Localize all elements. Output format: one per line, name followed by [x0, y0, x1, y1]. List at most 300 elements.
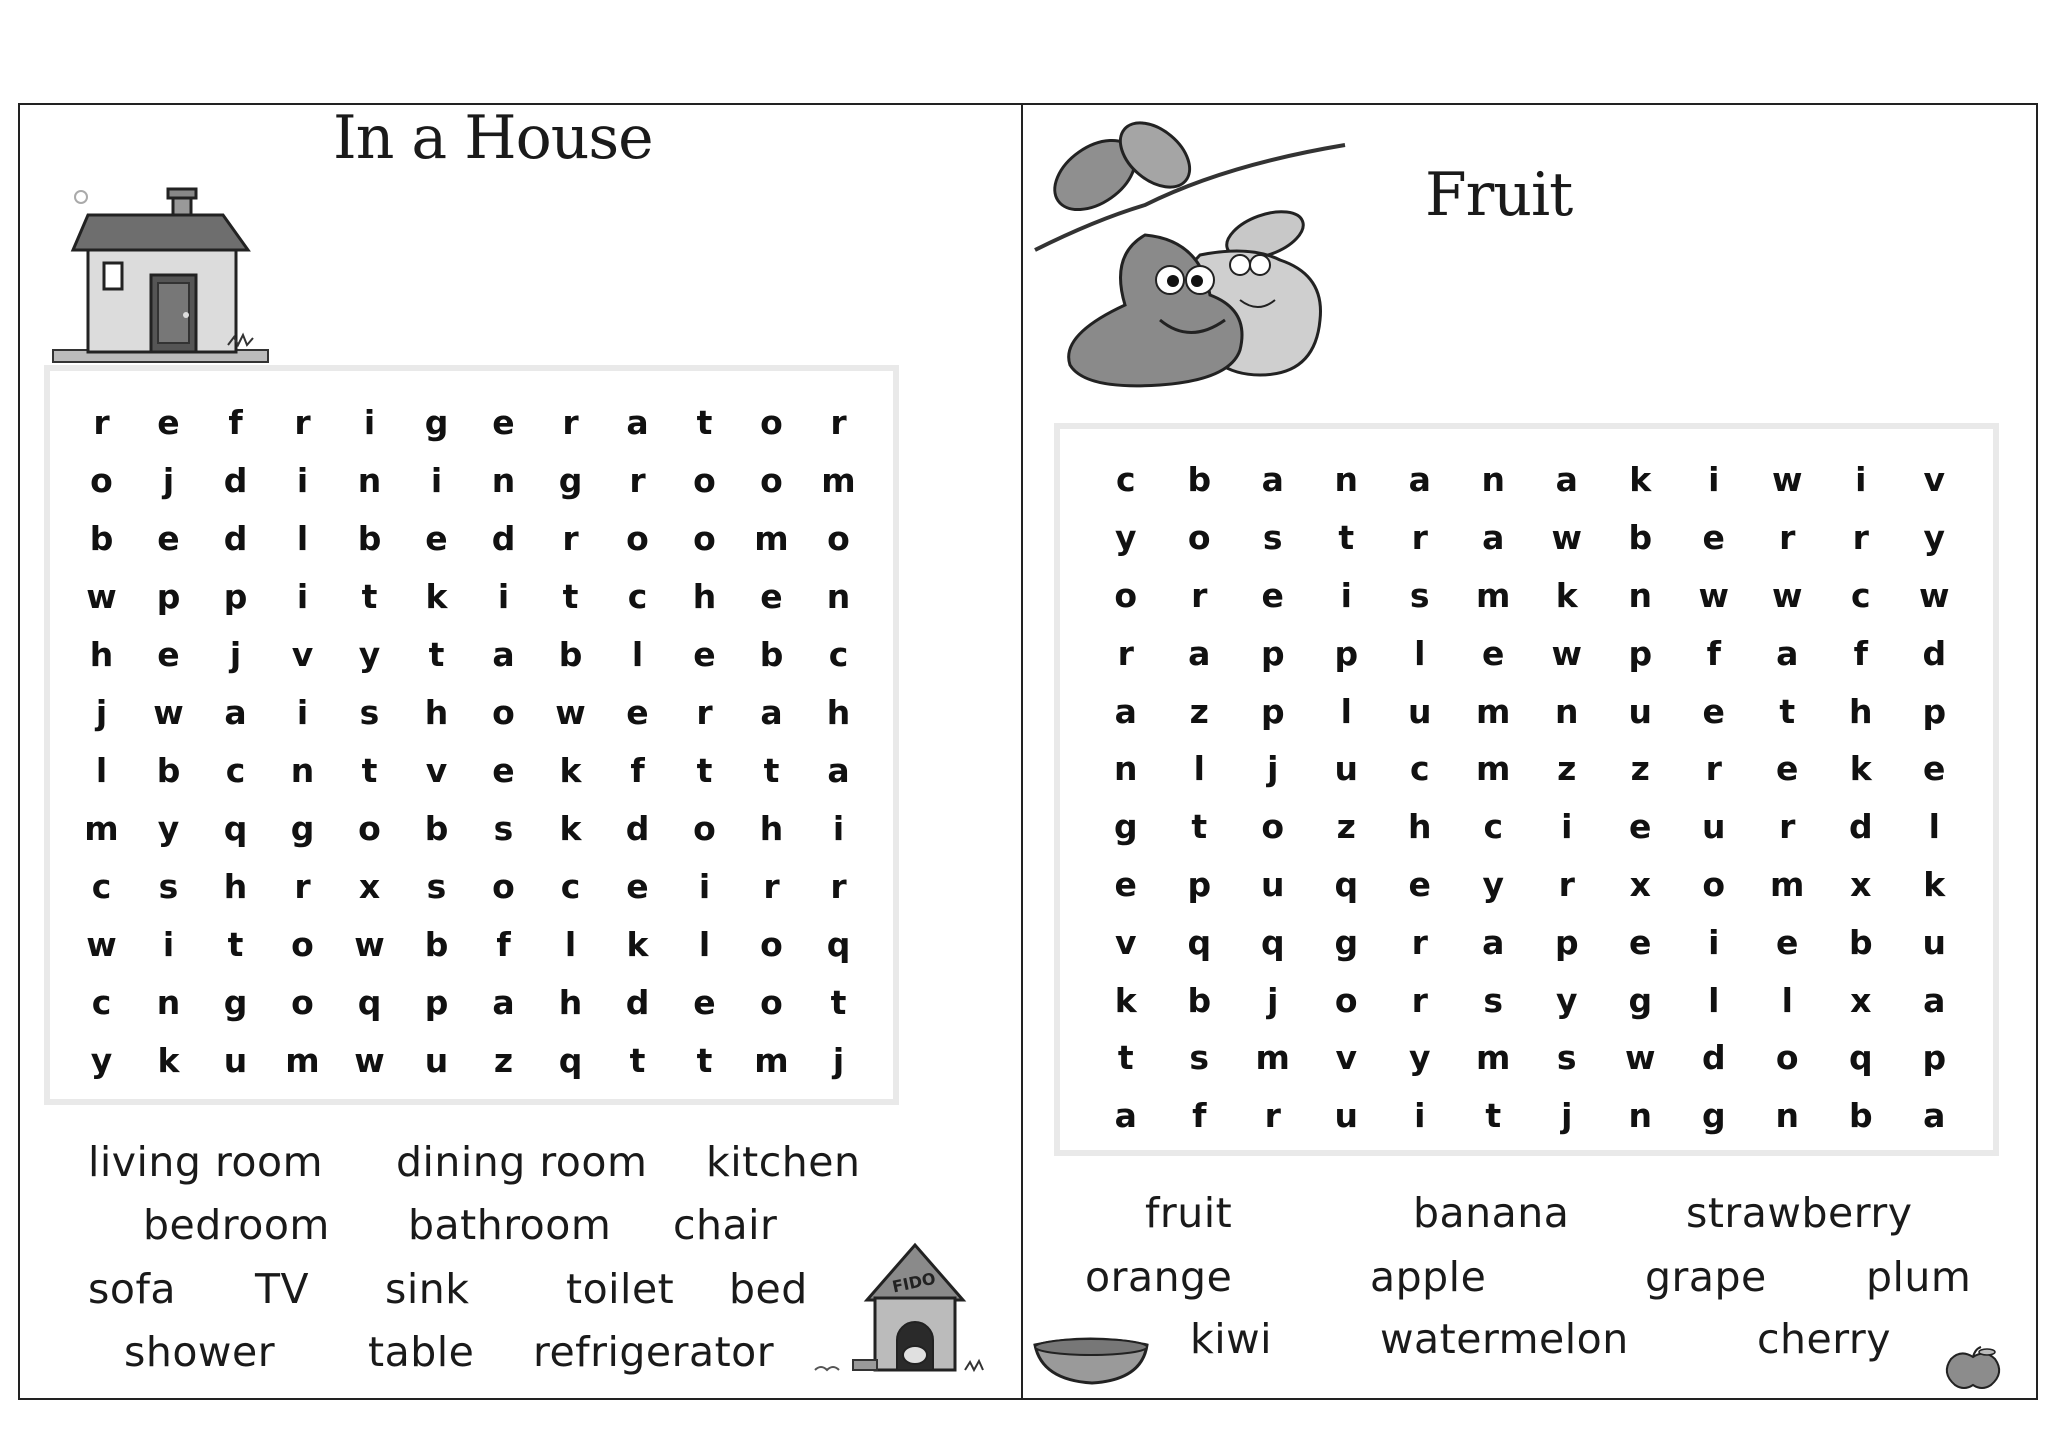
fruit-letter-cell: r — [1779, 518, 1796, 558]
house-letter-cell: t — [696, 402, 713, 442]
house-letter-cell: w — [354, 924, 385, 964]
house-letter-cell: m — [754, 518, 789, 558]
fruit-letter-cell: i — [1340, 575, 1352, 615]
fruit-letter-cell: m — [1476, 691, 1511, 731]
house-letter-cell: y — [157, 808, 180, 848]
house-letter-cell: o — [760, 402, 783, 442]
house-letter-cell: k — [559, 808, 582, 848]
house-letter-cell: e — [693, 634, 716, 674]
fruit-letter-cell: a — [1114, 1096, 1137, 1136]
fruit-letter-cell: v — [1923, 460, 1945, 500]
fruit-letter-cell: u — [1334, 749, 1358, 789]
fruit-letter-cell: c — [1483, 807, 1504, 847]
fruit-letter-cell: q — [1187, 922, 1212, 962]
house-letter-cell: d — [491, 518, 516, 558]
fruit-letter-cell: g — [1334, 922, 1359, 962]
word-cherry: cherry — [1757, 1315, 1892, 1363]
house-letter-cell: s — [493, 808, 514, 848]
fruit-letter-cell: q — [1848, 1038, 1873, 1078]
fruit-letter-cell: a — [1776, 633, 1799, 673]
fruit-letter-cell: s — [1483, 980, 1504, 1020]
word-shower: shower — [124, 1328, 276, 1376]
bowl-illustration — [1033, 1335, 1151, 1385]
fruit-letter-cell: e — [1776, 922, 1799, 962]
fruit-title: Fruit — [1425, 160, 1573, 230]
fruit-letter-cell: r — [1264, 1096, 1281, 1136]
house-letter-cell: o — [492, 866, 515, 906]
house-letter-cell: s — [426, 866, 447, 906]
fruit-letter-cell: d — [1848, 807, 1873, 847]
house-letter-cell: o — [760, 460, 783, 500]
fruit-letter-cell: e — [1702, 518, 1725, 558]
fruit-letter-cell: k — [1849, 749, 1872, 789]
fruit-letter-cell: c — [1115, 460, 1136, 500]
fruit-letter-cell: e — [1114, 864, 1137, 904]
house-letter-cell: f — [496, 924, 511, 964]
house-letter-cell: i — [430, 460, 443, 500]
house-letter-cell: l — [95, 750, 108, 790]
house-letter-cell: k — [425, 576, 448, 616]
house-letter-cell: c — [91, 866, 112, 906]
house-letter-cell: i — [497, 576, 510, 616]
house-letter-cell: v — [291, 634, 314, 674]
fruit-letter-cell: s — [1556, 1038, 1577, 1078]
fruit-letter-cell: r — [1117, 633, 1134, 673]
fruit-letter-cell: t — [1338, 518, 1355, 558]
word-dining-room: dining room — [396, 1138, 648, 1186]
fruit-letter-cell: u — [1261, 864, 1285, 904]
fruit-letter-cell: r — [1411, 518, 1428, 558]
fruit-letter-cell: m — [1476, 749, 1511, 789]
word-tv: TV — [255, 1265, 310, 1313]
fruit-letter-cell: u — [1628, 691, 1652, 731]
house-letter-cell: m — [285, 1040, 320, 1080]
house-letter-cell: i — [296, 692, 309, 732]
fruit-letter-cell: f — [1706, 633, 1721, 673]
fruit-letter-cell: u — [1702, 807, 1726, 847]
doghouse-sign: FIDO — [890, 1268, 938, 1297]
house-letter-cell: t — [361, 750, 378, 790]
house-letter-cell: w — [354, 1040, 385, 1080]
fruit-letter-cell: o — [1187, 518, 1211, 558]
fruit-letter-cell: n — [1628, 575, 1652, 615]
fruit-letter-cell: a — [1923, 1096, 1946, 1136]
house-letter-cell: q — [357, 982, 382, 1022]
fruit-letter-cell: x — [1629, 864, 1651, 904]
fruit-letter-cell: y — [1555, 980, 1578, 1020]
fruit-letter-cell: s — [1189, 1038, 1210, 1078]
doghouse-illustration — [815, 1240, 1010, 1380]
fruit-letter-cell: e — [1776, 749, 1799, 789]
house-letter-cell: t — [428, 634, 445, 674]
fruit-letter-cell: j — [1267, 749, 1279, 789]
fruit-letter-cell: r — [1558, 864, 1575, 904]
house-letter-cell: o — [492, 692, 515, 732]
house-letter-cell: r — [629, 460, 646, 500]
house-letter-cell: b — [156, 750, 181, 790]
fruit-letter-cell: l — [1781, 980, 1793, 1020]
house-letter-cell: h — [692, 576, 717, 616]
fruit-letter-cell: f — [1192, 1096, 1207, 1136]
house-letter-cell: o — [291, 982, 314, 1022]
house-letter-cell: d — [223, 518, 248, 558]
fruit-letter-cell: g — [1113, 807, 1138, 847]
house-letter-cell: h — [89, 634, 114, 674]
house-letter-cell: o — [693, 518, 716, 558]
house-letter-cell: o — [358, 808, 381, 848]
house-letter-cell: e — [626, 692, 649, 732]
fruit-letter-cell: d — [1701, 1038, 1726, 1078]
fruit-letter-cell: t — [1485, 1096, 1502, 1136]
fruit-letter-cell: w — [1772, 575, 1803, 615]
fruit-letter-cell: n — [1334, 460, 1358, 500]
fruit-letter-cell: i — [1708, 460, 1720, 500]
fruit-letter-cell: p — [1187, 864, 1212, 904]
fruit-letter-cell: a — [1923, 980, 1946, 1020]
fruit-letter-cell: i — [1708, 922, 1720, 962]
house-letter-cell: l — [631, 634, 644, 674]
house-letter-cell: z — [493, 1040, 514, 1080]
fruit-letter-cell: t — [1779, 691, 1796, 731]
house-letter-cell: a — [760, 692, 783, 732]
fruit-letter-cell: a — [1482, 518, 1505, 558]
house-letter-cell: g — [558, 460, 583, 500]
fruit-letter-cell: p — [1260, 691, 1285, 731]
house-letter-cell: t — [361, 576, 378, 616]
fruit-letter-cell: i — [1855, 460, 1867, 500]
house-letter-cell: t — [562, 576, 579, 616]
house-letter-cell: r — [93, 402, 110, 442]
house-letter-cell: e — [157, 634, 180, 674]
fruit-letter-cell: i — [1561, 807, 1573, 847]
house-letter-cell: i — [296, 460, 309, 500]
fruit-letter-cell: b — [1187, 980, 1212, 1020]
house-letter-cell: d — [625, 982, 650, 1022]
fruit-letter-cell: p — [1554, 922, 1579, 962]
house-letter-cell: j — [229, 634, 242, 674]
house-letter-cell: p — [424, 982, 449, 1022]
fruit-letter-cell: h — [1849, 691, 1873, 731]
word-banana: banana — [1413, 1189, 1570, 1237]
house-letter-cell: o — [760, 982, 783, 1022]
fruit-letter-cell: m — [1255, 1038, 1290, 1078]
house-letter-cell: d — [625, 808, 650, 848]
house-letter-cell: i — [363, 402, 376, 442]
house-letter-cell: a — [224, 692, 247, 732]
house-letter-cell: o — [90, 460, 113, 500]
house-title: In a House — [333, 103, 653, 173]
fruit-letter-cell: g — [1701, 1096, 1726, 1136]
fruit-letter-cell: n — [1481, 460, 1505, 500]
fruit-letter-cell: k — [1114, 980, 1137, 1020]
house-letter-cell: k — [157, 1040, 180, 1080]
house-letter-cell: e — [425, 518, 448, 558]
fruit-letter-cell: g — [1628, 980, 1653, 1020]
house-letter-cell: i — [296, 576, 309, 616]
house-letter-cell: w — [153, 692, 184, 732]
fruit-letter-grid — [1089, 451, 1971, 1145]
house-letter-cell: h — [826, 692, 851, 732]
house-letter-cell: l — [564, 924, 577, 964]
house-letter-cell: w — [86, 924, 117, 964]
fruit-letter-cell: z — [1336, 807, 1356, 847]
fruit-letter-cell: p — [1628, 633, 1653, 673]
house-letter-cell: q — [558, 1040, 583, 1080]
house-letter-cell: b — [424, 924, 449, 964]
word-bedroom: bedroom — [143, 1201, 330, 1249]
house-letter-cell: i — [698, 866, 711, 906]
house-letter-cell: e — [626, 866, 649, 906]
fruit-letter-cell: e — [1408, 864, 1431, 904]
house-letter-cell: t — [696, 750, 713, 790]
fruit-letter-cell: u — [1922, 922, 1946, 962]
house-letter-cell: h — [424, 692, 449, 732]
fruit-letter-cell: x — [1850, 980, 1872, 1020]
fruit-letter-cell: d — [1922, 633, 1947, 673]
word-refrigerator: refrigerator — [533, 1328, 775, 1376]
fruit-letter-cell: e — [1629, 807, 1652, 847]
fruit-letter-cell: r — [1191, 575, 1208, 615]
house-letter-cell: e — [760, 576, 783, 616]
fruit-letter-cell: l — [1928, 807, 1940, 847]
house-letter-cell: s — [158, 866, 179, 906]
fruit-letter-cell: o — [1261, 807, 1285, 847]
fruit-letter-cell: y — [1923, 518, 1945, 558]
fruit-letter-cell: w — [1919, 575, 1950, 615]
fruit-letter-cell: r — [1779, 807, 1796, 847]
word-bed: bed — [729, 1265, 808, 1313]
house-letter-cell: r — [830, 866, 847, 906]
house-letter-cell: w — [86, 576, 117, 616]
fruit-letter-cell: t — [1191, 807, 1208, 847]
house-letter-cell: l — [698, 924, 711, 964]
fruit-letter-cell: z — [1630, 749, 1650, 789]
house-letter-cell: k — [626, 924, 649, 964]
house-letter-cell: x — [358, 866, 381, 906]
word-sink: sink — [385, 1265, 470, 1313]
house-letter-cell: o — [626, 518, 649, 558]
word-apple: apple — [1370, 1253, 1487, 1301]
house-letter-cell: w — [555, 692, 586, 732]
house-letter-cell: c — [828, 634, 849, 674]
house-letter-grid — [68, 393, 872, 1089]
fruit-letter-cell: q — [1334, 864, 1359, 904]
house-letter-cell: y — [90, 1040, 113, 1080]
house-letter-cell: b — [558, 634, 583, 674]
house-letter-cell: a — [827, 750, 850, 790]
fruit-letter-cell: y — [1114, 518, 1137, 558]
panel-divider — [1021, 103, 1023, 1400]
house-letter-cell: u — [223, 1040, 248, 1080]
apple-illustration — [1943, 1347, 2003, 1389]
house-letter-cell: h — [223, 866, 248, 906]
fruit-letter-cell: c — [1850, 575, 1871, 615]
fruit-letter-cell: e — [1702, 691, 1725, 731]
fruit-letter-cell: w — [1551, 518, 1582, 558]
fruit-letter-cell: l — [1414, 633, 1426, 673]
house-letter-cell: k — [559, 750, 582, 790]
house-letter-cell: n — [491, 460, 516, 500]
fruit-letter-cell: q — [1260, 922, 1285, 962]
fruit-letter-cell: y — [1408, 1038, 1431, 1078]
house-letter-cell: b — [759, 634, 784, 674]
word-orange: orange — [1085, 1253, 1233, 1301]
fruit-letter-cell: c — [1409, 749, 1430, 789]
word-grape: grape — [1645, 1253, 1767, 1301]
house-letter-cell: i — [832, 808, 845, 848]
fruit-letter-cell: n — [1114, 749, 1138, 789]
fruit-letter-cell: s — [1409, 575, 1430, 615]
house-letter-cell: n — [156, 982, 181, 1022]
fruit-letter-cell: o — [1702, 864, 1726, 904]
fruit-letter-cell: a — [1408, 460, 1431, 500]
house-letter-cell: b — [357, 518, 382, 558]
house-letter-cell: n — [290, 750, 315, 790]
fruit-letter-cell: a — [1114, 691, 1137, 731]
fruit-letter-cell: m — [1770, 864, 1805, 904]
fruit-letter-cell: x — [1850, 864, 1872, 904]
word-kiwi: kiwi — [1190, 1315, 1273, 1363]
word-living-room: living room — [88, 1138, 324, 1186]
fruit-letter-cell: e — [1629, 922, 1652, 962]
word-sofa: sofa — [88, 1265, 177, 1313]
house-letter-cell: m — [84, 808, 119, 848]
house-letter-cell: i — [162, 924, 175, 964]
fruit-letter-cell: f — [1853, 633, 1868, 673]
word-strawberry: strawberry — [1686, 1189, 1913, 1237]
house-letter-cell: r — [763, 866, 780, 906]
fruit-letter-cell: h — [1408, 807, 1432, 847]
house-letter-cell: m — [754, 1040, 789, 1080]
house-letter-cell: r — [696, 692, 713, 732]
fruit-letter-cell: b — [1848, 1096, 1873, 1136]
fruit-letter-cell: l — [1340, 691, 1352, 731]
fruit-letter-cell: e — [1482, 633, 1505, 673]
fruit-letter-cell: s — [1262, 518, 1283, 558]
fruit-letter-cell: o — [1114, 575, 1138, 615]
house-letter-cell: c — [560, 866, 581, 906]
house-letter-cell: f — [228, 402, 243, 442]
house-letter-cell: b — [89, 518, 114, 558]
fruit-letter-cell: z — [1557, 749, 1577, 789]
fruit-letter-cell: p — [1922, 691, 1947, 731]
fruit-letter-cell: n — [1628, 1096, 1652, 1136]
house-letter-cell: l — [296, 518, 309, 558]
fruit-letter-cell: o — [1775, 1038, 1799, 1078]
fruit-letter-cell: v — [1335, 1038, 1357, 1078]
house-letter-cell: a — [626, 402, 649, 442]
house-letter-cell: g — [290, 808, 315, 848]
house-letter-cell: c — [627, 576, 648, 616]
fruit-letter-cell: j — [1267, 980, 1279, 1020]
fruit-letter-cell: b — [1628, 518, 1653, 558]
house-letter-cell: s — [359, 692, 380, 732]
fruit-letter-cell: o — [1334, 980, 1358, 1020]
house-letter-cell: t — [830, 982, 847, 1022]
word-chair: chair — [673, 1201, 778, 1249]
house-letter-cell: m — [821, 460, 856, 500]
house-letter-cell: e — [492, 402, 515, 442]
house-letter-cell: p — [223, 576, 248, 616]
house-letter-cell: q — [826, 924, 851, 964]
word-plum: plum — [1866, 1253, 1972, 1301]
house-letter-cell: o — [291, 924, 314, 964]
fruit-letter-cell: a — [1555, 460, 1578, 500]
house-letter-cell: o — [693, 460, 716, 500]
fruit-letter-cell: n — [1555, 691, 1579, 731]
house-letter-cell: f — [630, 750, 645, 790]
house-letter-cell: r — [294, 402, 311, 442]
fruit-letter-cell: l — [1193, 749, 1205, 789]
fruit-letter-cell: k — [1555, 575, 1578, 615]
house-letter-cell: u — [424, 1040, 449, 1080]
house-letter-cell: g — [424, 402, 449, 442]
house-letter-cell: p — [156, 576, 181, 616]
house-letter-cell: e — [157, 402, 180, 442]
house-letter-cell: j — [832, 1040, 845, 1080]
fruit-letter-cell: t — [1117, 1038, 1134, 1078]
house-letter-cell: o — [760, 924, 783, 964]
house-letter-cell: j — [95, 692, 108, 732]
fruit-letter-cell: e — [1923, 749, 1946, 789]
house-letter-cell: o — [827, 518, 850, 558]
house-letter-cell: r — [562, 518, 579, 558]
house-letter-cell: a — [492, 982, 515, 1022]
house-letter-cell: d — [223, 460, 248, 500]
pears-illustration — [1035, 115, 1325, 390]
house-letter-cell: a — [492, 634, 515, 674]
fruit-letter-cell: b — [1848, 922, 1873, 962]
fruit-letter-cell: p — [1334, 633, 1359, 673]
fruit-letter-cell: w — [1551, 633, 1582, 673]
house-letter-cell: t — [763, 750, 780, 790]
house-letter-cell: v — [425, 750, 448, 790]
word-kitchen: kitchen — [706, 1138, 861, 1186]
fruit-letter-cell: r — [1705, 749, 1722, 789]
fruit-letter-cell: n — [1775, 1096, 1799, 1136]
fruit-letter-cell: p — [1260, 633, 1285, 673]
word-watermelon: watermelon — [1380, 1315, 1629, 1363]
house-letter-cell: r — [294, 866, 311, 906]
house-letter-cell: t — [629, 1040, 646, 1080]
house-letter-cell: j — [162, 460, 175, 500]
house-letter-cell: q — [223, 808, 248, 848]
word-toilet: toilet — [566, 1265, 675, 1313]
fruit-letter-cell: j — [1561, 1096, 1573, 1136]
house-letter-cell: e — [492, 750, 515, 790]
fruit-letter-cell: a — [1188, 633, 1211, 673]
fruit-letter-cell: l — [1708, 980, 1720, 1020]
fruit-letter-cell: w — [1698, 575, 1729, 615]
fruit-letter-cell: p — [1922, 1038, 1947, 1078]
fruit-letter-cell: r — [1411, 980, 1428, 1020]
house-letter-cell: t — [696, 1040, 713, 1080]
house-letter-cell: o — [693, 808, 716, 848]
house-letter-cell: e — [693, 982, 716, 1022]
fruit-letter-cell: r — [1411, 922, 1428, 962]
house-letter-cell: h — [558, 982, 583, 1022]
fruit-letter-cell: k — [1629, 460, 1652, 500]
fruit-letter-cell: e — [1261, 575, 1284, 615]
fruit-letter-cell: v — [1114, 922, 1137, 962]
fruit-letter-cell: z — [1189, 691, 1209, 731]
word-fruit: fruit — [1145, 1189, 1233, 1237]
fruit-letter-cell: i — [1414, 1096, 1426, 1136]
fruit-letter-cell: y — [1482, 864, 1504, 904]
house-illustration — [48, 185, 273, 370]
fruit-letter-cell: u — [1408, 691, 1432, 731]
word-bathroom: bathroom — [408, 1201, 612, 1249]
